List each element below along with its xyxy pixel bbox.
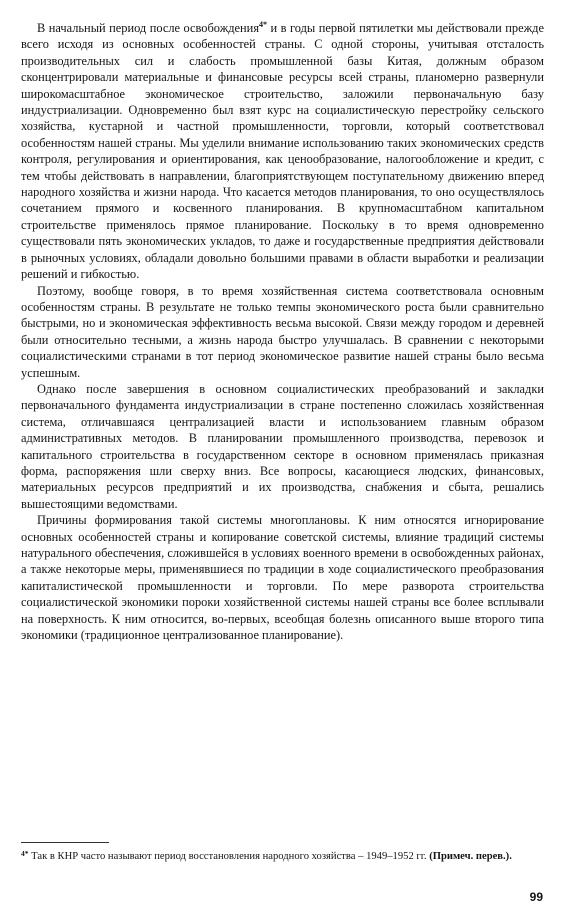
footnote-text-line — [21, 850, 544, 864]
footnote-text: Так в КНР часто называют период восстановления народного хозяйства – 1949–1952 гг. — [31, 851, 427, 862]
footnote — [21, 850, 544, 864]
footnote-translator-note: (Примеч. перев.). — [429, 851, 512, 862]
paragraph-2: Поэтому, вообще говоря, в то время хозяйственная система соответствовала основным особенностям страны. В результате не только темпы экономического роста были сравнительно быстрыми, но и экономическая эффективность весьма высокой. Связи между городом и деревней были относительно тесными, а жизнь народа быстро улучшалась. В сравнении с некоторыми социалистическими странами в тот период экономическое развитие нашей страны было весьма успешным. — [21, 283, 544, 380]
page-number: 99 — [529, 890, 543, 904]
paragraph-1-start: В начальный период после освобождения — [37, 21, 260, 35]
paragraph-3: Однако после завершения в основном социалистических преобразований и закладки первоначального фундамента индустриализации в стране постепенно сложилась хозяйственная система, отличавшаяся централизацией власти и использованием главным образом административных методов. В планировании промышленного производства, перевозок и капитального строительства в государственном секторе в основном применялась приказная форма, распоряжения шли сверху вниз. Все вопросы, касающиеся людских, финансовых, материальных ресурсов предприятий и их производства, снабжения и сбыта, решались вышестоящими ведомствами. — [21, 381, 544, 511]
footnote-marker: 4* — [21, 849, 29, 858]
footnote-reference[interactable]: 4* — [259, 20, 268, 29]
paragraph-1-rest: и в годы первой пятилетки мы действовали прежде всего исходя из основных особенностей страны. С одной стороны, учитывая отсталость производительных сил и слабость промышленной базы Китая, должным образом сконцентрировали материальные и финансовые ресурсы всей страны, планомерно развернули широкомасштабное экономическое строительство, заложили первоначальную базу индустриализации. Одновременно был взят курс на социалистическую перестройку сельского хозяйства, кустарной и частной промышленности, торговли, который соответствовал особенностям нашей страны. Мы уделили внимание использованию таких экономических средств контроля, регулирования и ориентирования, как ценообразование, налогообложение и кредит, с тем чтобы действовать в направлении, благоприятствующем поступательному движению вперед народного хозяйства и жизни народа. Что касается методов планирования, то оно осуществлялось сочетанием прямого и косвенного планирования. В крупномасштабном капитальном строительстве применялось прямое планирование. Поскольку в то время одновременно существовали пять экономических укладов, то даже и государственные предприятия действовали в рыночных условиях, обладали довольно большими правами в области выработки и реализации решений и гибкостью. — [21, 21, 544, 282]
body-text — [21, 20, 544, 643]
footnote-divider — [21, 842, 109, 843]
main-text — [21, 20, 544, 643]
paragraph-4: Причины формирования такой системы многоплановы. К ним относятся игнорирование основных особенностей страны и копирование советской системы, влияние традиций системы натурального обеспечения, сложившейся в условиях военного времени в освобожденных районах, а также некоторые меры, применявшиеся по традиции в ходе социалистического преобразования капиталистической промышленности и торговли. По мере разворота строительства социалистической экономики пороки хозяйственной системы нашей страны все более всплывали на поверхность. К ним относится, во-первых, всеобщая болезнь описанного выше второго типа экономики (традиционное централизованное планирование). — [21, 513, 544, 643]
paragraph-1 — [21, 20, 544, 283]
